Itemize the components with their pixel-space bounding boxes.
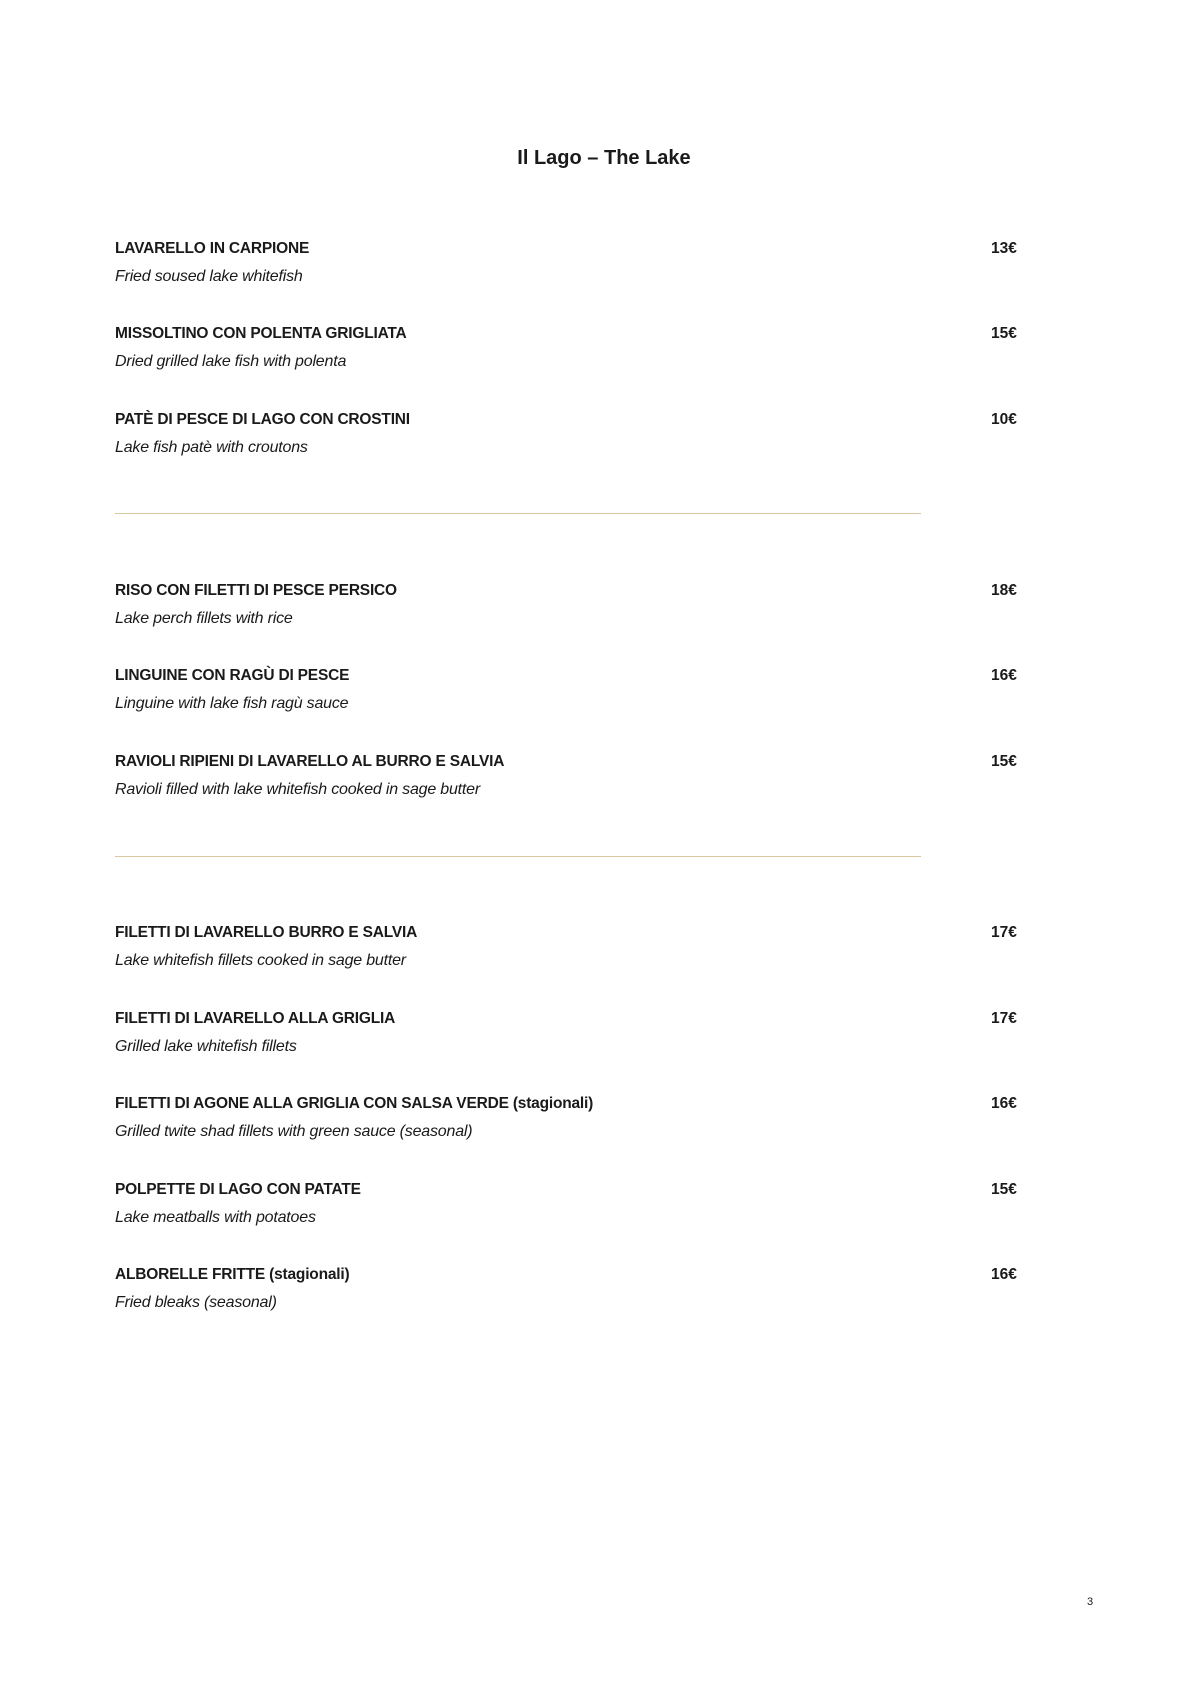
menu-item-name: MISSOLTINO CON POLENTA GRIGLIATA [115, 325, 407, 342]
menu-item-description: Ravioli filled with lake whitefish cooked in sage butter [115, 781, 480, 798]
section-divider [115, 513, 921, 514]
menu-item-name: LAVARELLO IN CARPIONE [115, 240, 310, 257]
menu-item-price: 13€ [991, 240, 1017, 257]
menu-item-name: FILETTI DI LAVARELLO ALLA GRIGLIA [115, 1010, 396, 1027]
menu-item-name: RISO CON FILETTI DI PESCE PERSICO [115, 582, 397, 599]
page-number: 3 [1087, 1596, 1094, 1608]
menu-item-price: 15€ [991, 753, 1017, 770]
menu-item-price: 15€ [991, 1181, 1017, 1198]
page-title: Il Lago – The Lake [517, 147, 691, 169]
menu-item-name: FILETTI DI AGONE ALLA GRIGLIA CON SALSA VERDE (stagionali) [115, 1095, 594, 1112]
menu-item-description: Lake whitefish fillets cooked in sage butter [115, 952, 406, 969]
section-divider [115, 856, 921, 857]
menu-item-name: FILETTI DI LAVARELLO BURRO E SALVIA [115, 924, 418, 941]
menu-item-name: ALBORELLE FRITTE (stagionali) [115, 1266, 350, 1283]
menu-item-name: RAVIOLI RIPIENI DI LAVARELLO AL BURRO E SALVIA [115, 753, 505, 770]
menu-item-price: 16€ [991, 667, 1017, 684]
menu-item-description: Grilled twite shad fillets with green sauce (seasonal) [115, 1123, 473, 1140]
menu-item-price: 17€ [991, 1010, 1017, 1027]
menu-item-price: 15€ [991, 325, 1017, 342]
menu-item-description: Dried grilled lake fish with polenta [115, 353, 347, 370]
menu-item-price: 17€ [991, 924, 1017, 941]
menu-item-price: 16€ [991, 1095, 1017, 1112]
menu-item-price: 18€ [991, 582, 1017, 599]
menu-item-description: Lake meatballs with potatoes [115, 1209, 316, 1226]
menu-item-description: Grilled lake whitefish fillets [115, 1038, 297, 1055]
menu-item-description: Fried soused lake whitefish [115, 268, 303, 285]
menu-item-name: PATÈ DI PESCE DI LAGO CON CROSTINI [115, 411, 410, 428]
menu-item-price: 16€ [991, 1266, 1017, 1283]
menu-item-name: POLPETTE DI LAGO CON PATATE [115, 1181, 361, 1198]
menu-item-description: Lake perch fillets with rice [115, 610, 293, 627]
menu-item-description: Linguine with lake fish ragù sauce [115, 695, 349, 712]
menu-item-description: Fried bleaks (seasonal) [115, 1294, 277, 1311]
menu-item-name: LINGUINE CON RAGÙ DI PESCE [115, 667, 350, 684]
menu-item-price: 10€ [991, 411, 1017, 428]
menu-item-description: Lake fish patè with croutons [115, 439, 308, 456]
